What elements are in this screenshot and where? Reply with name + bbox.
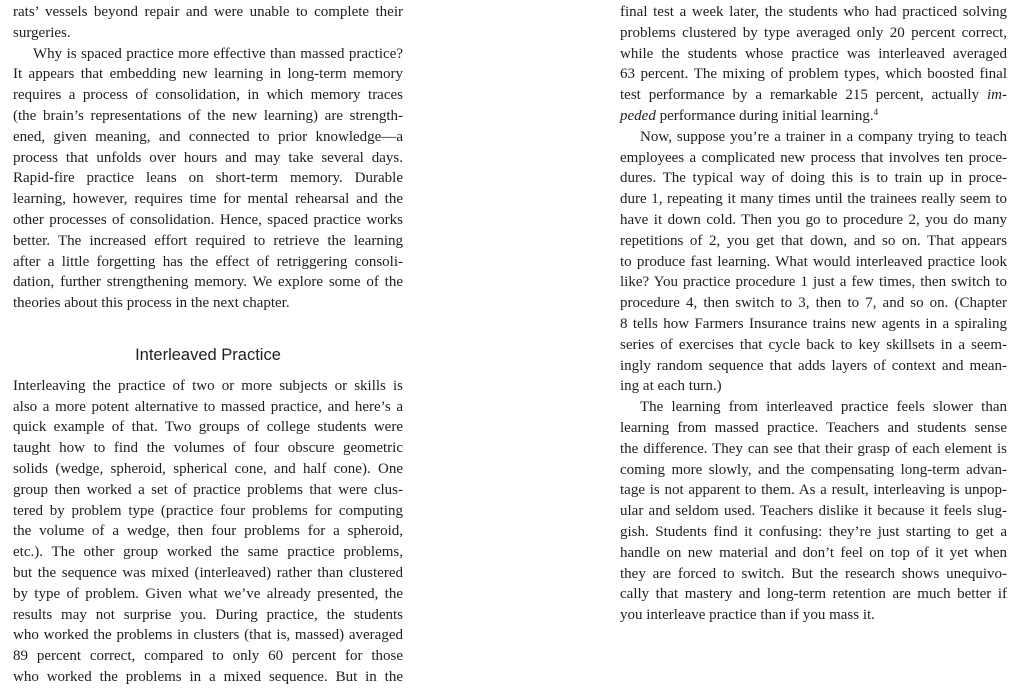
paragraph-feels-slower: [620, 397, 1007, 626]
text-segment: test performance by a remarkable 215 percent, actually: [620, 87, 980, 104]
text-line: after a little forgetting has the effect of retriggering consoli-: [13, 253, 403, 270]
text-line: (the brain’s representations of the new learning) are strength-: [13, 107, 403, 124]
text-line: series of exercises that cycle back to key skillsets in a seem-: [620, 336, 1007, 353]
text-line: [620, 85, 1007, 106]
paragraph-trainer-example: [620, 127, 1007, 397]
section-heading: Interleaved Practice: [135, 345, 281, 364]
text-line: process that unfolds over hours and may take several days.: [13, 149, 403, 166]
text-line: dure 1, repeating it many times until the trainees really seem to: [620, 191, 1007, 208]
text-line: learning from massed practice. Teachers and students sense: [620, 419, 1007, 436]
text-line: to produce fast learning. What would interleaved practice look: [620, 253, 1007, 270]
text-line: Now, suppose you’re a trainer in a company trying to teach: [640, 128, 1007, 145]
text-line: ingly random sequence that adds layers of context and mean-: [620, 357, 1007, 374]
text-line: who worked the problems in clusters (that is, massed) averaged: [13, 627, 403, 644]
text-line: 8 tells how Farmers Insurance trains new agents in a spiraling: [620, 315, 1007, 332]
text-line: by type of problem. Given what we’ve already presented, the: [13, 585, 403, 602]
right-page: [620, 2, 1007, 626]
text-line: ular and seldom used. Teachers dislike it because it feels slug-: [620, 503, 1007, 520]
text-line: Interleaving the practice of two or more subjects or skills is: [13, 377, 403, 394]
text-line: 63 percent. The mixing of problem types, which boosted final: [620, 66, 1007, 83]
text-line: you interleave practice than if you mass it.: [620, 607, 875, 624]
text-line: also a more potent alternative to massed practice, and here’s a: [13, 398, 403, 415]
text-line: quick example of that. Two groups of college students were: [13, 419, 403, 436]
paragraph-final-test-results: [620, 2, 1007, 127]
text-line: taught how to find the volumes of four obscure geometric: [13, 440, 403, 457]
text-line: gish. Students find it confusing: they’re just starting to get a: [620, 523, 1007, 540]
text-line: [620, 106, 1007, 127]
text-line: 89 percent correct, compared to only 60 percent for those: [13, 648, 403, 665]
text-segment: performance during initial learning.: [659, 107, 874, 124]
text-line: group then worked a set of practice problems that were clus-: [13, 481, 403, 498]
text-line: dation, further strengthening memory. We explore some of the: [13, 274, 403, 291]
text-line: tered by problem type (practice four problems for computing: [13, 502, 403, 519]
italic-emphasis: peded: [620, 107, 656, 124]
text-line: have it down cold. Then you go to procedure 2, you do many: [620, 211, 1007, 228]
text-line: final test a week later, the students who had practiced solving: [620, 4, 1007, 20]
text-line: while the students whose practice was interleaved averaged: [620, 45, 1007, 62]
text-line: ing at each turn.): [620, 378, 722, 395]
text-line: cally that mastery and long-term retention are much better if: [620, 586, 1007, 603]
paragraph-spaced-end: [13, 2, 403, 44]
text-line: rats’ vessels beyond repair and were unable to complete their: [13, 4, 403, 20]
text-line: learning, however, requires time for mental rehearsal and the: [13, 191, 403, 208]
text-line: better. The increased effort required to retrieve the learning: [13, 232, 403, 249]
text-line: they are forced to switch. But the research shows unequivo-: [620, 565, 1007, 582]
text-line: surgeries.: [13, 24, 71, 41]
text-line: coming more slowly, and the compensating long-term advan-: [620, 461, 1007, 478]
paragraph-why-spaced: [13, 44, 403, 314]
text-line: repetitions of 2, you get that down, and so on. That appears: [620, 232, 1007, 249]
text-line: requires a process of consolidation, in which memory traces: [13, 87, 403, 104]
text-line: theories about this process in the next chapter.: [13, 295, 290, 312]
italic-emphasis: im-: [987, 87, 1008, 104]
text-line: other processes of consolidation. Hence, spaced practice works: [13, 211, 403, 228]
text-line: results may not surprise you. During practice, the students: [13, 606, 403, 623]
text-line: tage is not apparent to them. As a result, interleaving is unpop-: [620, 482, 1007, 499]
text-line: like? You practice procedure 1 just a few times, then switch to: [620, 274, 1007, 291]
left-page: [13, 2, 403, 688]
text-line: It appears that embedding new learning in long-term memory: [13, 66, 403, 83]
text-line: who worked the problems in a mixed sequence. But in the: [13, 668, 403, 685]
text-line: the difference. They can see that their grasp of each element is: [620, 440, 1007, 457]
text-line: The learning from interleaved practice feels slower than: [640, 399, 1007, 416]
text-line: handle on new material and don’t feel on top of it yet when: [620, 544, 1007, 561]
paragraph-interleaving-example: [13, 376, 403, 688]
text-line: solids (wedge, spheroid, spherical cone, and half cone). One: [13, 460, 403, 477]
text-line: Why is spaced practice more effective than massed practice?: [33, 45, 403, 62]
text-line: Rapid-fire practice leans on short-term memory. Durable: [13, 170, 403, 187]
footnote-reference: 4: [873, 106, 879, 117]
text-line: etc.). The other group worked the same practice problems,: [13, 544, 403, 561]
text-line: but the sequence was mixed (interleaved) rather than clustered: [13, 564, 403, 581]
text-line: dures. The typical way of doing this is to train up in proce-: [620, 170, 1007, 187]
text-line: employees a complicated new process that involves ten proce-: [620, 149, 1007, 166]
text-line: the volume of a wedge, then four problems for a spheroid,: [13, 523, 403, 540]
text-line: procedure 4, then switch to 3, then to 7, and so on. (Chapter: [620, 295, 1007, 312]
text-line: problems clustered by type averaged only 20 percent correct,: [620, 24, 1007, 41]
text-line: ened, given meaning, and connected to prior knowledge—a: [13, 128, 403, 145]
